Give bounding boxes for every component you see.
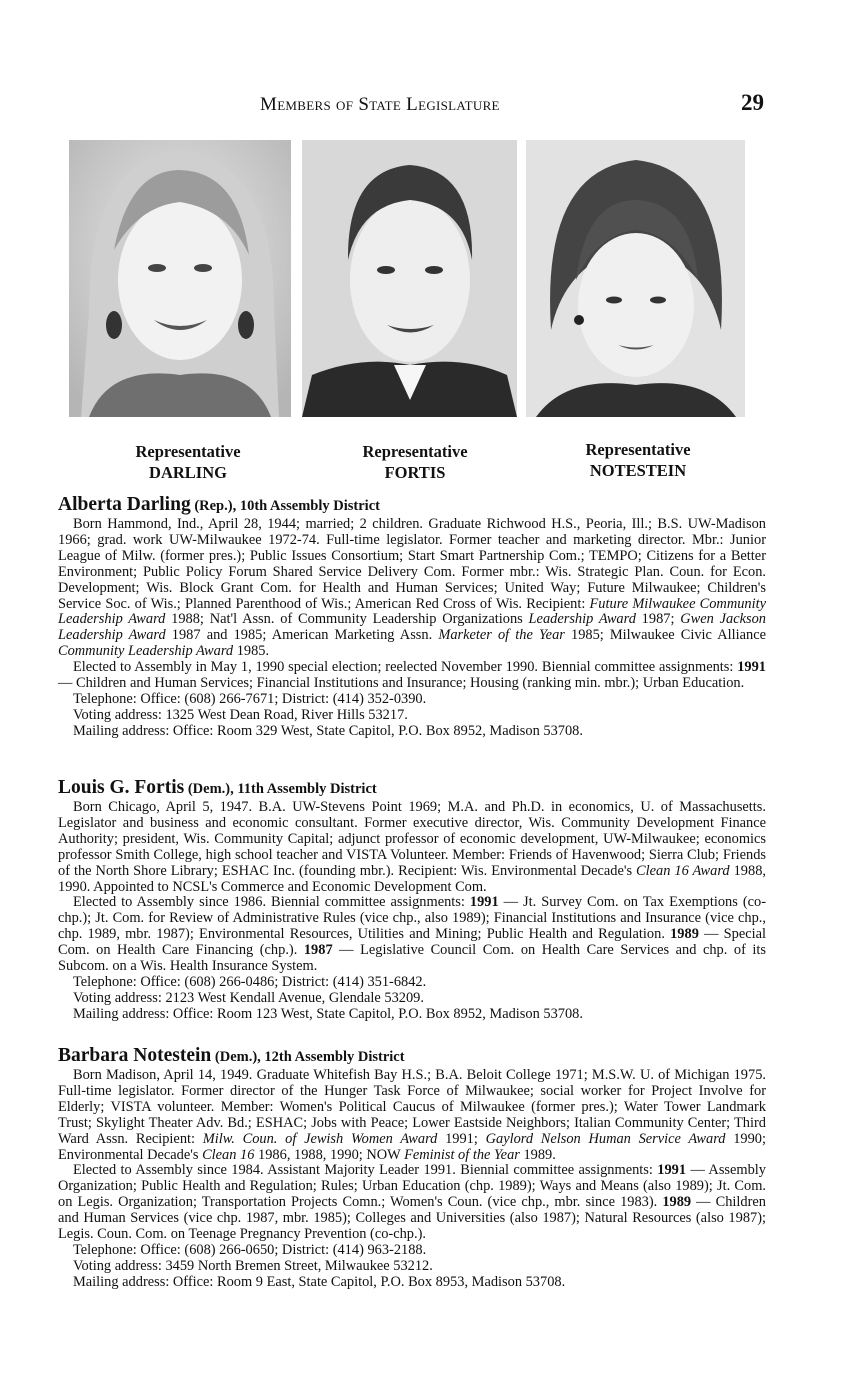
bio-heading bbox=[58, 494, 766, 517]
caption-name: NOTESTEIN bbox=[589, 461, 687, 480]
bio-name: Louis G. Fortis bbox=[58, 777, 185, 798]
page-number: 29 bbox=[741, 90, 764, 115]
caption-title: Representative bbox=[135, 442, 241, 461]
caption-title: Representative bbox=[585, 440, 691, 459]
portrait-fortis bbox=[302, 140, 517, 417]
bio-notestein bbox=[58, 1045, 766, 1291]
bio-district: (Rep.), 10th Assembly District bbox=[194, 498, 380, 514]
bio-voting-address: Voting address: 2123 West Kendall Avenue, Glendale 53209. bbox=[73, 989, 424, 1006]
bio-heading bbox=[58, 1045, 766, 1068]
portrait-darling bbox=[69, 140, 291, 417]
bio-mailing-address: Mailing address: Office: Room 9 East, State Capitol, P.O. Box 8953, Madison 53708. bbox=[73, 1273, 566, 1290]
bio-paragraph: Born Chicago, April 5, 1947. B.A. UW-Stevens Point 1969; M.A. and Ph.D. in economics, U. of Massachusetts. Legislator and business and economic consultant. Former executive director, Wis. Community Development Finance Authority; president, Wis. Community Capital; adjunct professor of economic development, UW-Milwaukee; economics professor Smith College, high school teacher and VISTA Volunteer. Member: Friends of Havenwood; Sierra Club; Friends of the North Shore Library; ESHAC Inc. (founding mbr.). Recipient: Wis. Environmental Decade's Clean 16 Award 1988, 1990. Appointed to NCSL's Commerce and Economic Development Com. bbox=[58, 799, 766, 895]
bio-heading bbox=[58, 777, 766, 800]
bio-paragraph: Born Madison, April 14, 1949. Graduate Whitefish Bay H.S.; B.A. Beloit College 1971; M.S.W. U. of Michigan 1975. Full-time legislator. Former director of the Hunger Task Force of Milwaukee; social worker for Project Involve for Elderly; VISTA volunteer. Member: Women's Political Caucus of Milwaukee (former pres.); Water Tower Landmark Trust; Skylight Theater Adv. Bd.; ESHAC; Jobs with Peace; Lower Eastside Neighbors; Italian Community Center; Third Ward Assn. Recipient: Milw. Coun. of Jewish Women Award 1991; Gaylord Nelson Human Service Award 1990; Environmental Decade's Clean 16 1986, 1988, 1990; NOW Feminist of the Year 1989. bbox=[58, 1067, 766, 1163]
bio-mailing-address: Mailing address: Office: Room 329 West, State Capitol, P.O. Box 8952, Madison 53708. bbox=[73, 722, 583, 739]
bio-telephone: Telephone: Office: (608) 266-0486; District: (414) 351-6842. bbox=[73, 973, 427, 990]
bio-name: Alberta Darling bbox=[58, 494, 191, 515]
bio-paragraph: Born Hammond, Ind., April 28, 1944; married; 2 children. Graduate Richwood H.S., Peoria, Ill.; B.S. UW-Madison 1966; grad. work UW-Milwaukee 1972-74. Full-time legislator. Former teacher and marketing director. Mbr.: Junior League of Milw. (former pres.); Public Issues Consortium; Start Smart Partnership Com.; TEMPO; Citizens for a Better Environment; Public Policy Forum Shared Service Delivery Com. Former mbr.: Wis. Strategic Plan. Coun. for Econ. Development; Wis. Block Grant Com. for Health and Human Services; United Way; Future Milwaukee; Children's Service Soc. of Wis.; Planned Parenthood of Wis.; American Red Cross of Wis. Recipient: Future Milwaukee Community Leadership Award 1988; Nat'l Assn. of Community Leadership Organizations Leadership Award 1987; Gwen Jackson Leadership Award 1987 and 1985; American Marketing Assn. Marketer of the Year 1985; Milwaukee Civic Alliance Community Leadership Award 1985. bbox=[58, 516, 766, 660]
caption-darling bbox=[88, 441, 288, 483]
bio-mailing-address: Mailing address: Office: Room 123 West, State Capitol, P.O. Box 8952, Madison 53708. bbox=[73, 1005, 583, 1022]
bio-district: (Dem.), 11th Assembly District bbox=[187, 781, 377, 797]
bio-voting-address: Voting address: 3459 North Bremen Street, Milwaukee 53212. bbox=[73, 1257, 433, 1274]
bio-committees: Elected to Assembly in May 1, 1990 special election; reelected November 1990. Biennial committee assignments: 1991 — Children and Human Services; Financial Institutions and Insurance; Housing (ranking min. mbr.); Urban Education. bbox=[58, 659, 766, 692]
caption-fortis bbox=[315, 441, 515, 483]
bio-telephone: Telephone: Office: (608) 266-0650; District: (414) 963-2188. bbox=[73, 1241, 427, 1258]
bio-name: Barbara Notestein bbox=[58, 1045, 212, 1066]
caption-title: Representative bbox=[362, 442, 468, 461]
bio-fortis bbox=[58, 777, 766, 1023]
bio-district: (Dem.), 12th Assembly District bbox=[214, 1049, 405, 1065]
bio-telephone: Telephone: Office: (608) 266-7671; District: (414) 352-0390. bbox=[73, 690, 427, 707]
caption-notestein bbox=[538, 439, 738, 481]
bio-voting-address: Voting address: 1325 West Dean Road, River Hills 53217. bbox=[73, 706, 408, 723]
bio-committees: Elected to Assembly since 1986. Biennial committee assignments: 1991 — Jt. Survey Com. on Tax Exemptions (co-chp.); Jt. Com. for Review of Administrative Rules (vice chp., also 1989); Financial Institutions and Insurance (vice chp., chp. 1989, mbr. 1987); Environmental Resources, Utilities and Mining; Public Health and Regulation. 1989 — Special Com. on Health Care Financing (chp.). 1987 — Legislative Council Com. on Health Care Services and chp. of its Subcom. on a Wis. Health Insurance System. bbox=[58, 894, 767, 975]
caption-name: FORTIS bbox=[384, 463, 446, 482]
bio-committees: Elected to Assembly since 1984. Assistant Majority Leader 1991. Biennial committee assignments: 1991 — Assembly Organization; Public Health and Regulation; Rules; Urban Education (chp. 1989); Ways and Means (also 1989); Jt. Com. on Legis. Organization; Transportation Projects Comn.; Women's Coun. (vice chp., mbr. since 1983). 1989 — Children and Human Services (vice chp. 1987, mbr. 1985); Colleges and Universities (also 1987); Natural Resources (also 1987); Legis. Coun. Com. on Teenage Pregnancy Prevention (co-chp.). bbox=[58, 1162, 766, 1243]
bio-darling bbox=[58, 494, 766, 740]
portrait-notestein bbox=[526, 140, 745, 417]
page-title: Members of State Legislature bbox=[260, 94, 500, 115]
caption-name: DARLING bbox=[149, 463, 227, 482]
